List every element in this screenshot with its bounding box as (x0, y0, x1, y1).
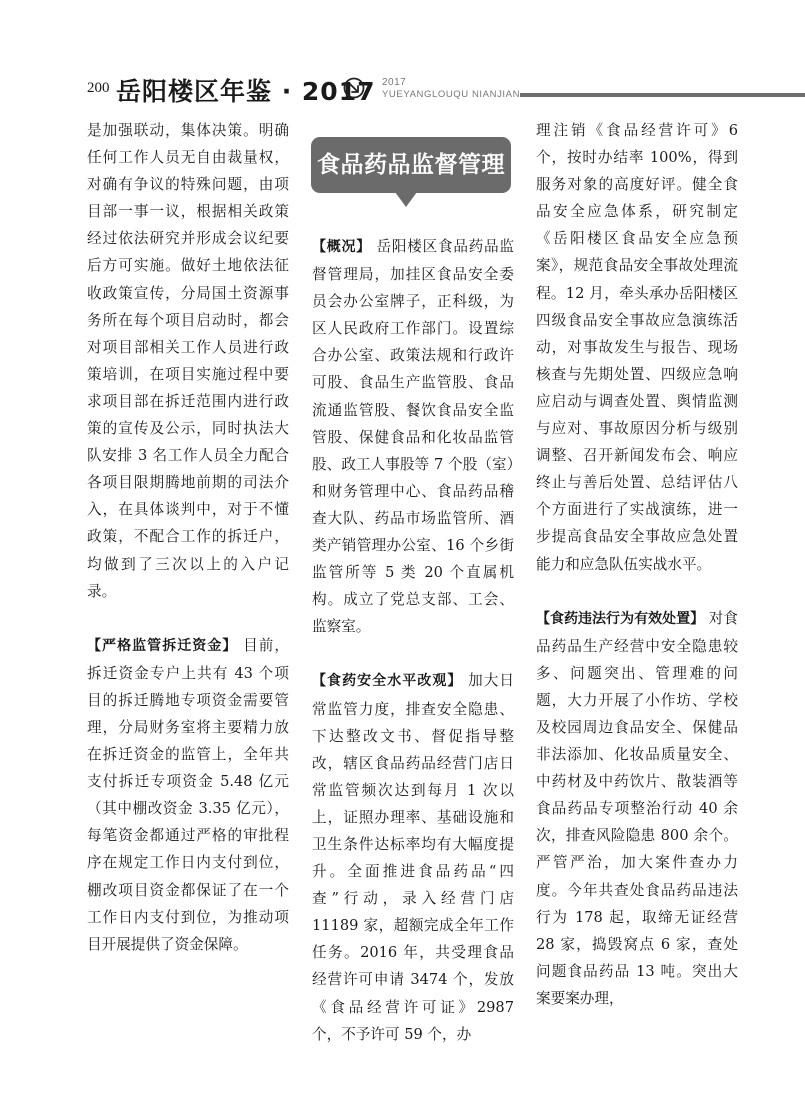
paragraph-heading: 【严格监管拆迁资金】 (87, 637, 238, 654)
paragraph-heading: 【食药安全水平改观】 (312, 673, 463, 690)
paragraph-text: 加大日常监管力度，排查安全隐患、下达整改文书、督促指导整改，辖区食品药品经营门店日常监管频次达到每月 1 次以上，证照办理率、基础设施和卫生条件达标率均有大幅度提升。全面推进食品药品“四查”行动，录入经营门店 11189 家，超额完成全年工作任务。2016 年，共受理食品经营许可申请 3474 个，发放《食品经营许可证》2987 个，不予许可 59 个，办 (312, 672, 514, 1043)
paragraph-heading: 【食药违法行为有效处置】 (536, 610, 705, 627)
section-title-pointer (395, 192, 417, 207)
page-number: 200 (87, 80, 110, 96)
header-rule (520, 93, 805, 97)
paragraph (312, 667, 514, 1047)
arrow-circle-icon (343, 77, 365, 99)
column-left (87, 117, 289, 958)
paragraph-heading: 【概况】 (312, 239, 372, 255)
subtitle-year: 2017 (382, 77, 407, 88)
paragraph (87, 632, 289, 958)
page-header (0, 0, 805, 110)
paragraph-text: 理注销《食品经营许可》6 个，按时办结率 100%，得到服务对象的高度好评。健全食品安全应急体系，研究制定《岳阳楼区食品安全应急预案》，规范食品安全事故处理流程。12 月，牵头承办岳阳楼区四级食品安全事故应急演练活动，对事故发生与报告、现场核查与先期处置、四级应急响应启动与调查处置、舆情监测与应对、事故原因分析与级别调整、召开新闻发布会、响应终止与善后处置、总结评估八个方面进行了实战演练，进一步提高食品安全事故应急处置能力和应急队伍实战水平。 (536, 122, 738, 573)
paragraph (536, 605, 738, 1012)
paragraph-text: 目前，拆迁资金专户上共有 43 个项目的拆迁腾地专项资金需要管理，分局财务室将主要精力放在拆迁资金的监管上，全年共支付拆迁专项资金 5.48 亿元（其中棚改资金 3.35 亿元），每笔资金都通过严格的审批程序在规定工作日内支付到位，棚改项目资金都保证了在一个工作日内支付到位，为推动项目开展提供了资金保障。 (87, 636, 289, 953)
paragraph-text: 岳阳楼区食品药品监督管理局，加挂区食品安全委员会办公室牌子，正科级，为区人民政府工作部门。设置综合办公室、政策法规和行政许可股、食品生产监管股、食品流通监管股、餐饮食品安全监管股、保健食品和化妆品监管股、政工人事股等 7 个股（室）和财务管理中心、食品药品稽查大队、药品市场监管所、酒类产销管理办公室、16 个乡街监管所等 5 类 20 个直属机构。成立了党总支部、工会、监察室。 (312, 238, 514, 636)
paragraph (87, 117, 289, 605)
section-title: 食品药品监督管理 (317, 152, 505, 178)
paragraph (536, 117, 738, 578)
paragraph-text: 对食品药品生产经营中安全隐患较多、问题突出、管理难的问题，大力开展了小作坊、学校及校园周边食品安全、保健品非法添加、化妆品质量安全、中药材及中药饮片、散装酒等食品药品专项整治行动 40 余次，排查风险隐患 800 余个。严管严治，加大案件查办力度。今年共查处食品药品违法行为 178 起，取缔无证经营 28 家，捣毁窝点 6 家，查处问题食品药品 13 吨。突出大案要案办理， (536, 609, 738, 1007)
subtitle-pinyin: YUEYANGLOUQU NIANJIAN (382, 89, 521, 100)
paragraph (312, 233, 514, 640)
column-right (536, 117, 738, 1012)
book-title: 岳阳楼区年鉴 · 2017 (116, 77, 376, 106)
paragraph-text: 是加强联动，集体决策。明确任何工作人员无自由裁量权，对确有争议的特殊问题，由项目部一事一议，根据相关政策经过依法研究并形成会议纪要后方可实施。做好土地依法征收政策宣传，分局国土资源事务所在每个项目启动时，都会对项目部相关工作人员进行政策培训，在项目实施过程中要求项目部在拆迁范围内进行政策的宣传及公示，同时执法大队安排 3 名工作人员全力配合各项目限期腾地前期的司法介入，在具体谈判中，对于不懂政策，不配合工作的拆迁户，均做到了三次以上的入户记录。 (87, 122, 289, 600)
column-middle (312, 233, 514, 1048)
